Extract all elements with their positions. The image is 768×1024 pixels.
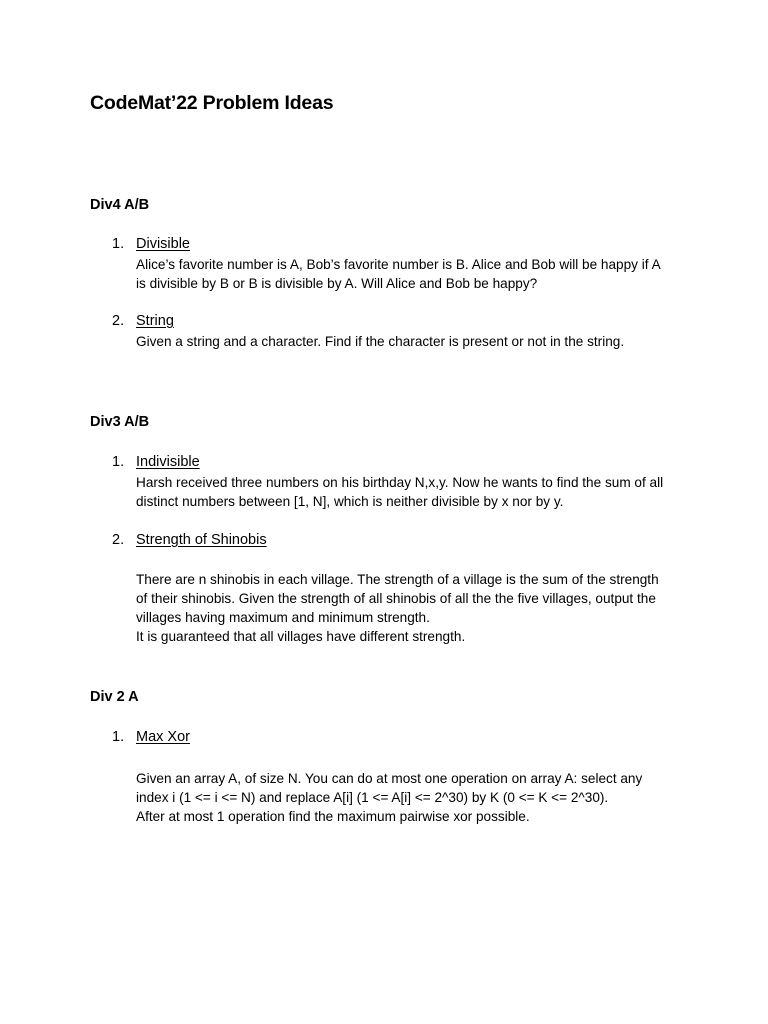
section-heading-div3: Div3 A/B bbox=[90, 414, 150, 430]
description-line: It is guaranteed that all villages have different strength. bbox=[136, 629, 466, 644]
description-line: of their shinobis. Given the strength of all shinobis of all the the five villages, output the bbox=[136, 591, 656, 606]
problem-description-indivisible bbox=[136, 473, 696, 511]
description-line: Given a string and a character. Find if the character is present or not in the string. bbox=[136, 334, 625, 349]
problem-title-indivisible[interactable]: Indivisible bbox=[136, 454, 200, 470]
description-line: Harsh received three numbers on his birthday N,x,y. Now he wants to find the sum of all bbox=[136, 475, 664, 490]
problem-title-strength-of-shinobis[interactable]: Strength of Shinobis bbox=[136, 532, 267, 548]
description-line: Given an array A, of size N. You can do at most one operation on array A: select any bbox=[136, 771, 643, 786]
description-line: After at most 1 operation find the maximum pairwise xor possible. bbox=[136, 809, 530, 824]
problem-description-string bbox=[136, 332, 696, 351]
section-heading-div4: Div4 A/B bbox=[90, 197, 150, 213]
description-line: index i (1 <= i <= N) and replace A[i] (1 <= A[i] <= 2^30) by K (0 <= K <= 2^30). bbox=[136, 790, 609, 805]
description-line: is divisible by B or B is divisible by A. Will Alice and Bob be happy? bbox=[136, 276, 538, 291]
description-line: villages having maximum and minimum strength. bbox=[136, 610, 430, 625]
problem-number: 1. bbox=[112, 454, 125, 470]
problem-number: 1. bbox=[112, 729, 125, 745]
description-line: Alice’s favorite number is A, Bob’s favorite number is B. Alice and Bob will be happy if A bbox=[136, 257, 661, 272]
problem-number: 2. bbox=[112, 532, 125, 548]
problem-title-divisible[interactable]: Divisible bbox=[136, 236, 190, 252]
description-line: There are n shinobis in each village. The strength of a village is the sum of the strength bbox=[136, 572, 659, 587]
problem-description-strength-of-shinobis bbox=[136, 570, 696, 646]
section-heading-div2: Div 2 A bbox=[90, 689, 139, 705]
document-title: CodeMat’22 Problem Ideas bbox=[90, 92, 334, 114]
problem-description-divisible bbox=[136, 255, 696, 293]
problem-title-max-xor[interactable]: Max Xor bbox=[136, 729, 190, 745]
problem-number: 2. bbox=[112, 313, 125, 329]
description-line: distinct numbers between [1, N], which is neither divisible by x nor by y. bbox=[136, 494, 564, 509]
problem-number: 1. bbox=[112, 236, 125, 252]
problem-description-max-xor bbox=[136, 769, 696, 826]
problem-title-string[interactable]: String bbox=[136, 313, 174, 329]
